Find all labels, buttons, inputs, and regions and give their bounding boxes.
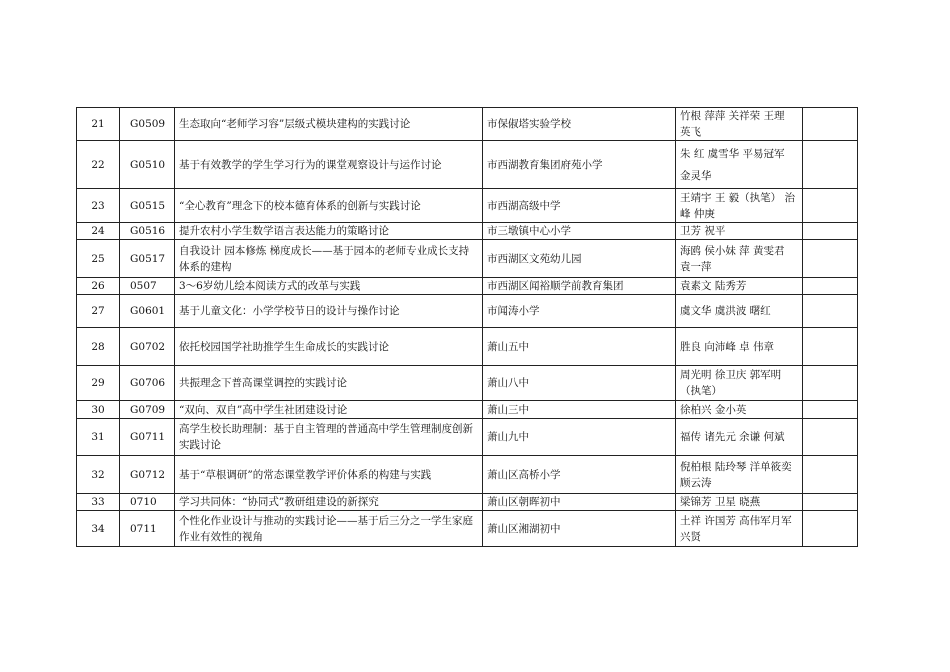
row-number: 34 [77,511,120,547]
project-title: 高学生校长助理制：基于自主管理的普通高中学生管理制度创新实践讨论 [175,419,483,456]
project-title: 依托校园国学社助推学生生命成长的实践讨论 [175,328,483,366]
project-code: G0510 [120,141,175,189]
blank-cell [803,141,858,189]
table-row [77,511,858,547]
row-number: 30 [77,401,120,419]
project-code: 0507 [120,278,175,295]
members: 福传 诸先元 余谦 何斌 [676,419,803,456]
table-row [77,456,858,494]
table-row [77,494,858,511]
blank-cell [803,189,858,223]
blank-cell [803,456,858,494]
table-row [77,240,858,278]
row-number: 23 [77,189,120,223]
unit-name: 市三墩镇中心小学 [483,223,676,240]
blank-cell [803,494,858,511]
unit-name: 市闻涛小学 [483,295,676,328]
members: 竹根 萍萍 关祥荣 王理 英飞 [676,108,803,141]
project-title: 基于儿童文化：小学学校节日的设计与操作讨论 [175,295,483,328]
project-title: 基于有效教学的学生学习行为的课堂观察设计与运作讨论 [175,141,483,189]
project-code: G0711 [120,419,175,456]
unit-name: 萧山区朝晖初中 [483,494,676,511]
row-number: 21 [77,108,120,141]
table-row [77,141,858,189]
members: 胜良 向沛峰 卓 伟章 [676,328,803,366]
blank-cell [803,108,858,141]
members: 虞文华 虞洪波 曙红 [676,295,803,328]
members: 土祥 许国芳 高伟军月军 兴贤 [676,511,803,547]
table-row [77,419,858,456]
members: 朱 红 虞雪华 平易冠军 金灵华 [676,141,803,189]
table-row [77,401,858,419]
unit-name: 萧山区高桥小学 [483,456,676,494]
blank-cell [803,419,858,456]
project-title: 基于“草根调研”的常态课堂教学评价体系的构建与实践 [175,456,483,494]
project-title: 个性化作业设计与推动的实践讨论——基于后三分之一学生家庭作业有效性的视角 [175,511,483,547]
blank-cell [803,401,858,419]
row-number: 29 [77,366,120,401]
row-number: 32 [77,456,120,494]
project-code: G0515 [120,189,175,223]
members: 卫芳 祝平 [676,223,803,240]
project-code: G0706 [120,366,175,401]
unit-name: 市西湖区文苑幼儿园 [483,240,676,278]
blank-cell [803,511,858,547]
members: 周光明 徐卫庆 郭军明（执笔） [676,366,803,401]
members: 海鸥 侯小妹 萍 黄雯君 袁一萍 [676,240,803,278]
unit-name: 市保俶塔实验学校 [483,108,676,141]
project-code: G0509 [120,108,175,141]
row-number: 27 [77,295,120,328]
row-number: 24 [77,223,120,240]
unit-name: 萧山九中 [483,419,676,456]
table-row [77,223,858,240]
blank-cell [803,223,858,240]
row-number: 31 [77,419,120,456]
table-row [77,108,858,141]
project-code: 0710 [120,494,175,511]
table-row [77,189,858,223]
blank-cell [803,295,858,328]
unit-name: 市西湖区闻裕顺学前教育集团 [483,278,676,295]
unit-name: 萧山区湘湖初中 [483,511,676,547]
project-title: 生态取向“老师学习容”层级式模块建构的实践讨论 [175,108,483,141]
blank-cell [803,240,858,278]
table-row [77,366,858,401]
blank-cell [803,278,858,295]
project-code: G0712 [120,456,175,494]
row-number: 25 [77,240,120,278]
row-number: 28 [77,328,120,366]
unit-name: 市西湖高级中学 [483,189,676,223]
unit-name: 萧山三中 [483,401,676,419]
unit-name: 市西湖教育集团府苑小学 [483,141,676,189]
table-body [77,108,858,547]
project-code: 0711 [120,511,175,547]
members: 王靖宇 王 毅（执笔） 治峰 仲庚 [676,189,803,223]
table-row [77,295,858,328]
unit-name: 萧山五中 [483,328,676,366]
project-code: G0702 [120,328,175,366]
blank-cell [803,328,858,366]
row-number: 26 [77,278,120,295]
members: 梁锦芳 卫星 晓燕 [676,494,803,511]
members: 袁素文 陆秀芳 [676,278,803,295]
project-code: G0516 [120,223,175,240]
table-row [77,328,858,366]
project-title: 共振理念下普高课堂调控的实践讨论 [175,366,483,401]
unit-name: 萧山八中 [483,366,676,401]
members: 倪柏根 陆玲琴 洋单筱奕 顾云涛 [676,456,803,494]
row-number: 22 [77,141,120,189]
research-projects-table [76,107,858,547]
project-code: G0709 [120,401,175,419]
blank-cell [803,366,858,401]
members: 徐柏兴 金小英 [676,401,803,419]
project-title: “双向、双自”高中学生社团建设讨论 [175,401,483,419]
project-title: 自我设计 园本修炼 梯度成长——基于园本的老师专业成长支持体系的建构 [175,240,483,278]
row-number: 33 [77,494,120,511]
project-code: G0601 [120,295,175,328]
project-title: 学习共同体：“协同式”教研组建设的新探究 [175,494,483,511]
project-title: “全心教育”理念下的校本德育体系的创新与实践讨论 [175,189,483,223]
project-code: G0517 [120,240,175,278]
table-row [77,278,858,295]
project-title: 提升农村小学生数学语言表达能力的策略讨论 [175,223,483,240]
project-title: 3～6岁幼儿绘本阅读方式的改革与实践 [175,278,483,295]
